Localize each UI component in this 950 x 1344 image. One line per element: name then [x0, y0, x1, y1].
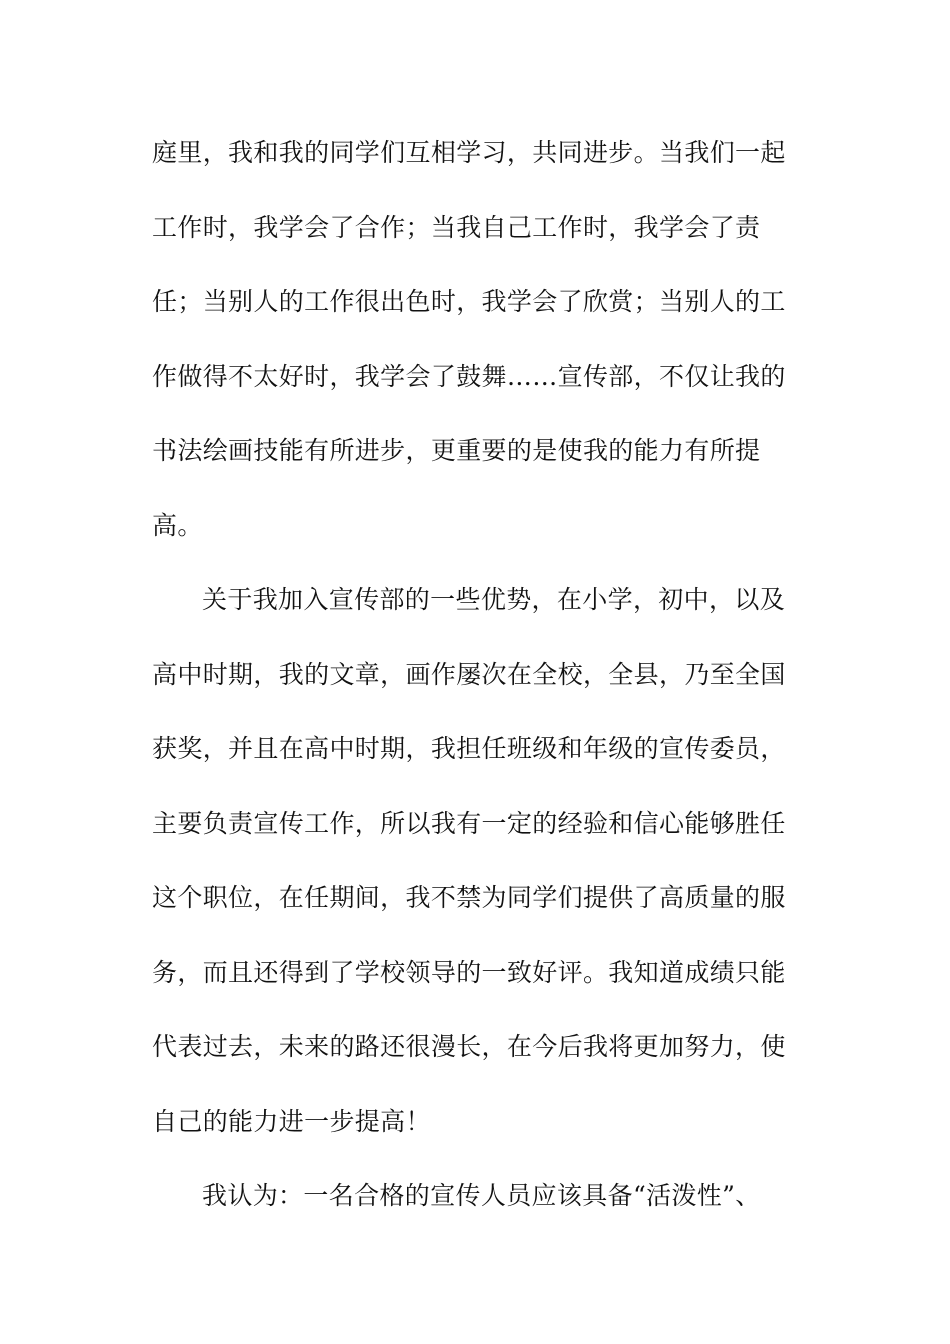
text-line: 自己的能力进一步提高！ — [152, 1106, 431, 1136]
text-line: 主要负责宣传工作，所以我有一定的经验和信心能够胜任 — [152, 808, 786, 838]
text-line: 作做得不太好时，我学会了鼓舞……宣传部，不仅让我的 — [152, 361, 786, 391]
text-line: 书法绘画技能有所进步，更重要的是使我的能力有所提 — [152, 436, 761, 465]
text-line: 高中时期，我的文章，画作屡次在全校，全县，乃至全国 — [152, 659, 786, 689]
text-line: 这个职位，在任期间，我不禁为同学们提供了高质量的服 — [152, 883, 786, 912]
text-line: 获奖，并且在高中时期，我担任班级和年级的宣传委员， — [152, 734, 786, 763]
text-line: 高。 — [152, 510, 203, 540]
paragraph-start-line: 我认为：一名合格的宣传人员应该具备“活泼性”、 — [202, 1181, 761, 1210]
body-text — [152, 127, 812, 1245]
text-line: 庭里，我和我的同学们互相学习，共同进步。当我们一起 — [152, 138, 786, 167]
paragraph-start-line: 关于我加入宣传部的一些优势，在小学，初中，以及 — [202, 585, 786, 614]
text-line: 工作时，我学会了合作；当我自己工作时，我学会了责 — [152, 212, 761, 242]
text-line: 代表过去，未来的路还很漫长，在今后我将更加努力，使 — [152, 1032, 786, 1061]
text-line: 任；当别人的工作很出色时，我学会了欣赏；当别人的工 — [152, 287, 786, 316]
text-line: 务，而且还得到了学校领导的一致好评。我知道成绩只能 — [152, 957, 786, 987]
